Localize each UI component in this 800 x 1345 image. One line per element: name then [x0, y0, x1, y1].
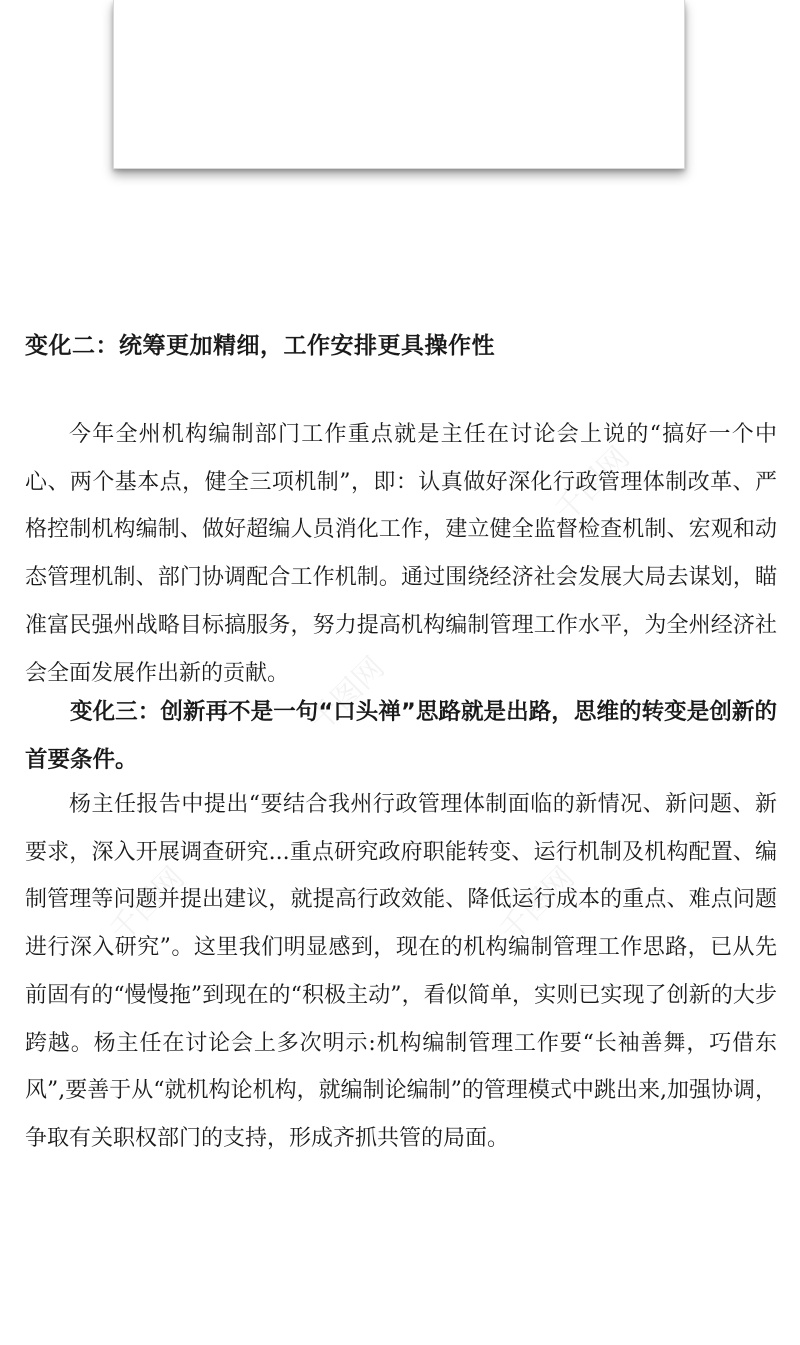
watermark: 千图网 — [548, 440, 637, 529]
section2-paragraph: 今年全州机构编制部门工作重点就是主任在讨论会上说的“搞好一个中心、两个基本点，健全三项机制”，即：认真做好深化行政管理体制改革、严格控制机构编制、做好超编人员消化工作，建立健全监督检查机制、宏观和动态管理机制、部门协调配合工作机制。通过围绕经济社会发展大局去谋划，瞄准富民强州战略目标搞服务，努力提高机构编制管理工作水平，为全州经济社会全面发展作出新的贡献。 — [25, 422, 777, 686]
watermark: 千图网 — [303, 650, 392, 739]
image-card — [113, 0, 685, 169]
section3-heading: 变化三：创新再不是一句“口头禅”思路就是出路，思维的转变是创新的首要条件。 — [25, 699, 777, 773]
watermark: 千图网 — [493, 860, 582, 949]
section3-paragraph: 杨主任报告中提出“要结合我州行政管理体制面临的新情况、新问题、新要求，深入开展调查研究...重点研究政府职能转变、运行机制及机构配置、编制管理等问题并提出建议，就提高行政效能、降低运行成本的重点、难点问题进行深入研究”。这里我们明显感到，现在的机构编制管理工作思路，已从先前固有的“慢慢拖”到现在的“积极主动”，看似简单，实则已实现了创新的大步跨越。杨主任在讨论会上多次明示:机构编制管理工作要“长袖善舞，巧借东风”,要善于从“就机构论机构，就编制论编制”的管理模式中跳出来,加强协调，争取有关职权部门的支持，形成齐抓共管的局面。 — [25, 792, 777, 1151]
watermark: 千图网 — [103, 860, 192, 949]
section2-heading: 变化二：统筹更加精细，工作安排更具操作性 — [25, 333, 495, 359]
